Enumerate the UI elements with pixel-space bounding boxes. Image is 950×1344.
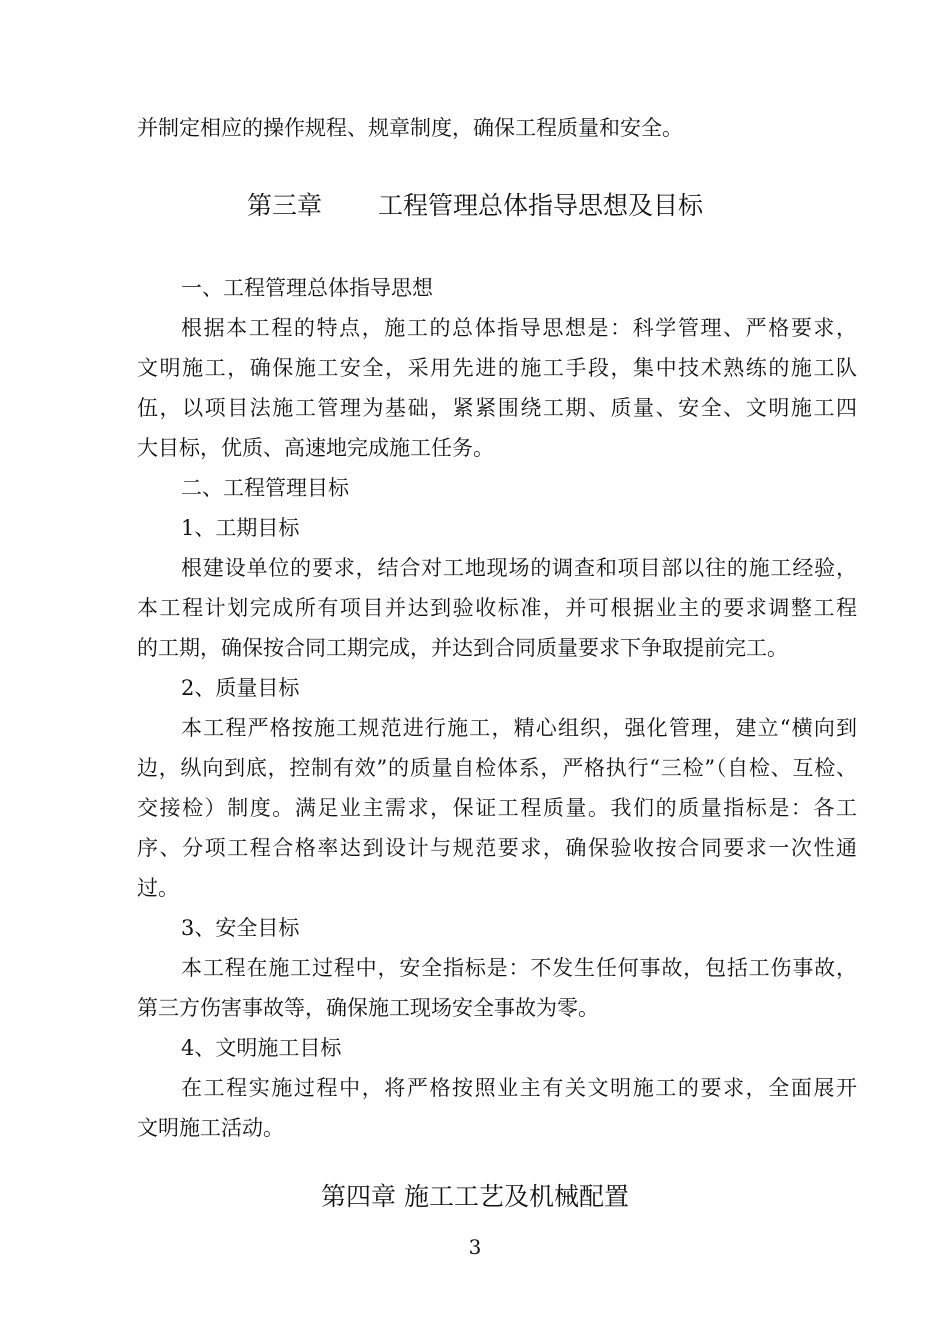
goal-4-line: 在工程实施过程中，将严格按照业主有关文明施工的要求，全面展开 <box>181 1076 857 1100</box>
goal-2-line: 序、分项工程合格率达到设计与规范要求，确保验收按合同要求一次性通 <box>137 836 857 860</box>
goal-2-line: 交接检）制度。满足业主需求，保证工程质量。我们的质量指标是：各工 <box>137 796 857 820</box>
goal-2-line: 本工程严格按施工规范进行施工，精心组织，强化管理，建立“横向到 <box>181 716 857 740</box>
goal-3-line: 第三方伤害事故等，确保施工现场安全事故为零。 <box>137 996 599 1020</box>
intro-tail-paragraph: 并制定相应的操作规程、规章制度，确保工程质量和安全。 <box>137 116 683 140</box>
goal-2-line: 过。 <box>137 876 179 900</box>
chapter-3-number: 第三章 <box>246 191 322 220</box>
section-1-line: 伍，以项目法施工管理为基础，紧紧围绕工期、质量、安全、文明施工四 <box>137 396 857 420</box>
goal-1-line: 根建设单位的要求，结合对工地现场的调查和项目部以往的施工经验， <box>181 556 857 580</box>
goal-2-heading: 2、质量目标 <box>181 676 300 700</box>
goal-1-line: 本工程计划完成所有项目并达到验收标准，并可根据业主的要求调整工程 <box>137 596 857 620</box>
chapter-4-heading: 第四章 施工工艺及机械配置 <box>321 1182 629 1211</box>
section-1-line: 大目标，优质、高速地完成施工任务。 <box>137 436 494 460</box>
goal-2-line: 边，纵向到底，控制有效”的质量自检体系，严格执行“三检”（自检、互检、 <box>137 756 857 780</box>
goal-4-heading: 4、文明施工目标 <box>181 1036 342 1060</box>
chapter-3-heading <box>0 188 950 224</box>
section-1-line: 根据本工程的特点，施工的总体指导思想是：科学管理、严格要求， <box>181 316 857 340</box>
goal-4-line: 文明施工活动。 <box>137 1116 284 1140</box>
goal-1-heading: 1、工期目标 <box>181 516 300 540</box>
goal-1-line: 的工期，确保按合同工期完成，并达到合同质量要求下争取提前完工。 <box>137 636 788 660</box>
chapter-3-title: 工程管理总体指导思想及目标 <box>378 191 704 220</box>
goal-3-line: 本工程在施工过程中，安全指标是：不发生任何事故，包括工伤事故， <box>181 956 857 980</box>
section-1-heading: 一、工程管理总体指导思想 <box>181 276 433 300</box>
goal-3-heading: 3、安全目标 <box>181 916 300 940</box>
section-1-line: 文明施工，确保施工安全，采用先进的施工手段，集中技术熟练的施工队 <box>137 356 857 380</box>
section-2-heading: 二、工程管理目标 <box>181 476 349 500</box>
page-number: 3 <box>468 1235 482 1259</box>
